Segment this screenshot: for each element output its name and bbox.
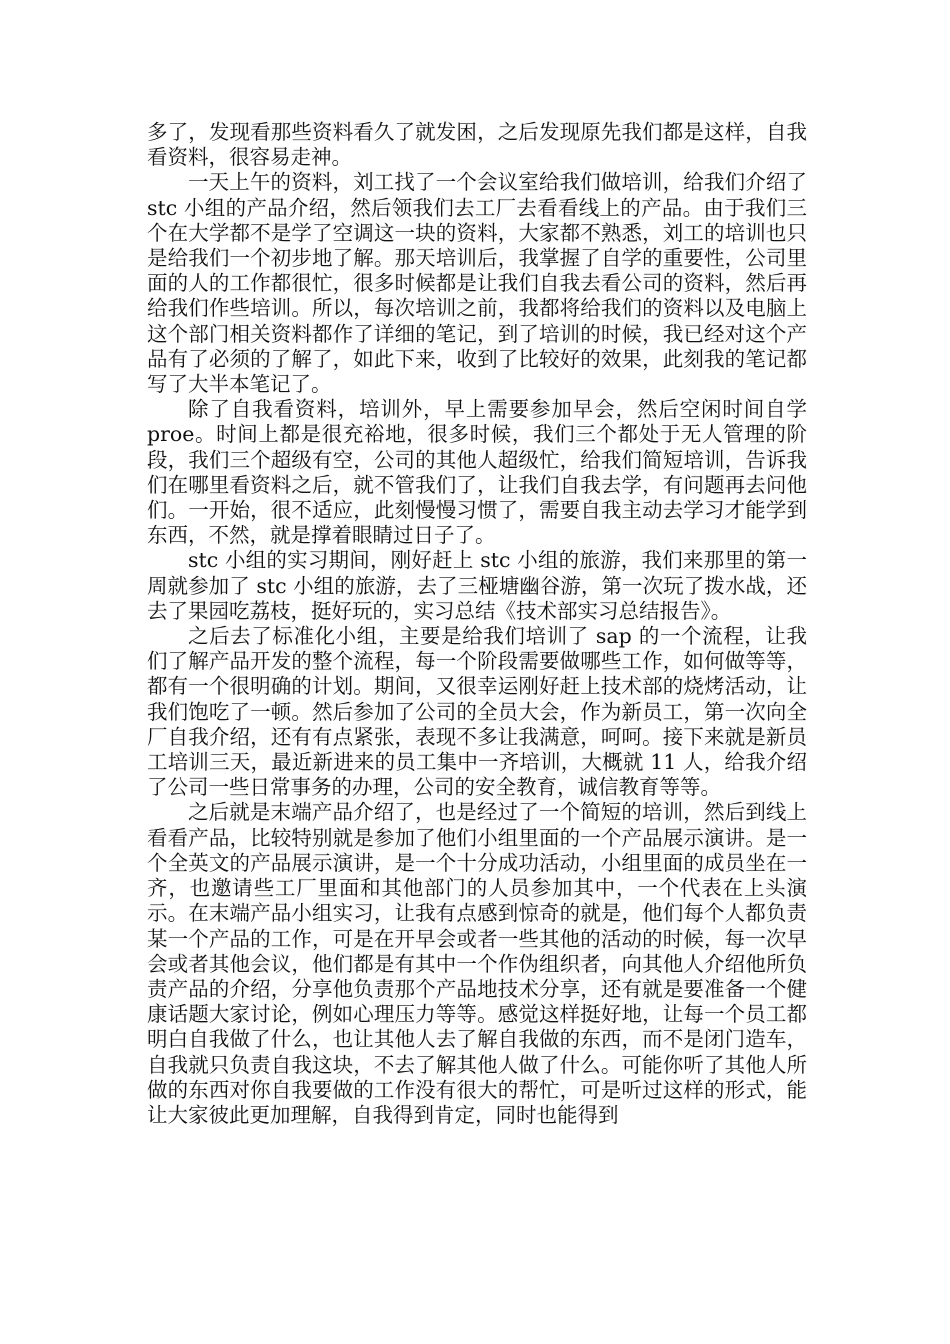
paragraph-3: 除了自我看资料，培训外，早上需要参加早会，然后空闲时间自学 proe。时间上都是很充裕地，很多时候，我们三个都处于无人管理的阶段，我们三个超级有空，公司的其他人超级忙，给我们简短培训，告诉我们在哪里看资料之后，就不管我们了，让我们自我去学，有问题再去问他们。一开始，很不适应，此刻慢慢习惯了，需要自我主动去学习才能学到东西，不然，就是撑着眼睛过日子了。 [147, 397, 807, 548]
paragraph-6: 之后就是末端产品介绍了，也是经过了一个简短的培训，然后到线上看看产品，比较特别就是参加了他们小组里面的一个产品展示演讲。是一个全英文的产品展示演讲，是一个十分成功活动，小组里面的成员坐在一齐，也邀请些工厂里面和其他部门的人员参加其中，一个代表在上头演示。在末端产品小组实习，让我有点感到惊奇的就是，他们每个人都负责某一个产品的工作，可是在开早会或者一些其他的活动的时候，每一次早会或者其他会议，他们都是有其中一个作伪组织者，向其他人介绍他所负责产品的介绍，分享他负责那个产品地技术分享，还有就是要准备一个健康话题大家讨论，例如心理压力等等。感觉这样挺好地，让每一个员工都明白自我做了什么，也让其他人去了解自我做的东西，而不是闭门造车，自我就只负责自我这块，不去了解其他人做了什么。可能你听了其他人所做的东西对你自我要做的工作没有很大的帮忙，可是听过这样的形式，能让大家彼此更加理解，自我得到肯定，同时也能得到 [147, 800, 807, 1127]
paragraph-5: 之后去了标准化小组，主要是给我们培训了 sap 的一个流程，让我们了解产品开发的整个流程，每一个阶段需要做哪些工作，如何做等等，都有一个很明确的计划。期间，又很幸运刚好赶上技术部的烧烤活动，让我们饱吃了一顿。然后参加了公司的全员大会，作为新员工，第一次向全厂自我介绍，还有有点紧张，表现不多让我满意，呵呵。接下来就是新员工培训三天，最近新进来的员工集中一齐培训，大概就 11 人，给我介绍了公司一些日常事务的办理，公司的安全教育，诚信教育等等。 [147, 624, 807, 800]
paragraph-2: 一天上午的资料，刘工找了一个会议室给我们做培训，给我们介绍了 stc 小组的产品介绍，然后领我们去工厂去看看线上的产品。由于我们三个在大学都不是学了空调这一块的资料，大家都不熟悉，刘工的培训也只是给我们一个初步地了解。那天培训后，我掌握了自学的重要性，公司里面的人的工作都很忙，很多时候都是让我们自我去看公司的资料，然后再给我们作些培训。所以，每次培训之前，我都将给我们的资料以及电脑上这个部门相关资料都作了详细的笔记，到了培训的时候，我已经对这个产品有了必须的了解了，如此下来，收到了比较好的效果，此刻我的笔记都写了大半本笔记了。 [147, 170, 807, 397]
paragraph-1: 多了，发现看那些资料看久了就发困，之后发现原先我们都是这样，自我看资料，很容易走神。 [147, 120, 807, 170]
document-page [147, 120, 807, 1128]
paragraph-4: stc 小组的实习期间，刚好赶上 stc 小组的旅游，我们来那里的第一周就参加了 stc 小组的旅游，去了三桠塘幽谷游，第一次玩了拨水战，还去了果园吃荔枝，挺好玩的，实习总结《技术部实习总结报告》。 [147, 548, 807, 623]
